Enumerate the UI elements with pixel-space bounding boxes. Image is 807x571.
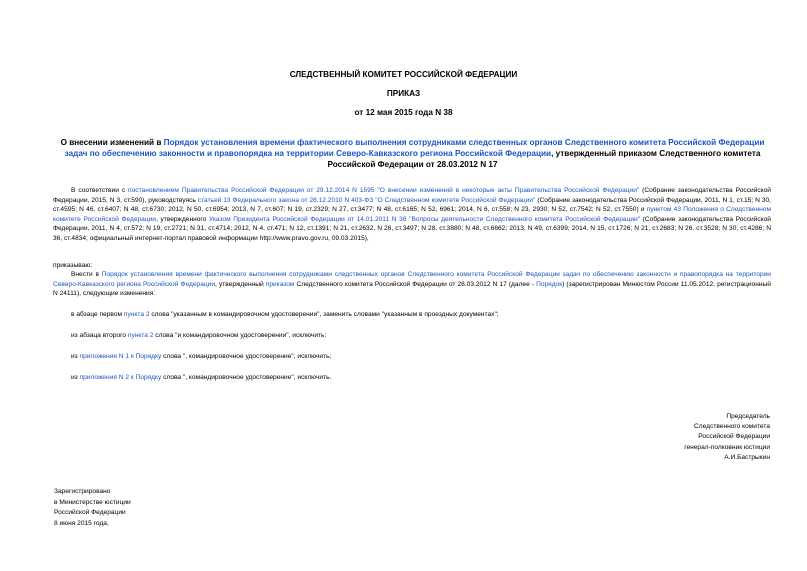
preamble-text-5: (Собрание законодательства Российской Федерации, 2011, N 4, ст.572; N 19, ст.2721; N 31, ст.4714; 2012, N 4, ст.471; N 12, ст.1391; N 21, ст.2632, N 26, ст.3497; N 28, ст.3880; N 48, ст.6662; 2013, N 49, ст.6399; 2014, N 15, ст.1726; N 21, ст.2683; N 26, ст.3528; N 30, ст.4286; N 36, ст.4834; официальный интернет-портал правовой информации http://www.pravo.gov.ru, 09.03.2015),	[53, 215, 771, 242]
preamble-paragraph	[53, 186, 771, 243]
signature-rank: генерал-полковник юстиции	[684, 443, 770, 451]
order-heading: ПРИКАЗ	[386, 89, 421, 98]
link-president-decree[interactable]: Указом Президента Российской Федерации от 14.01.2011 N 38 "Вопросы деятельности Следственного комитета Российской Федерации"	[208, 215, 641, 223]
signature-organization: Следственного комитета	[694, 423, 770, 431]
link-point-2[interactable]: пункта 2	[123, 311, 150, 318]
body-paragraph	[53, 270, 771, 299]
body-text-1: Внести в	[71, 271, 102, 278]
title-prefix: О внесении изменений в	[60, 138, 164, 147]
body-text-3: Следственного комитета Российской Федерации от 28.03.2012 N 17 (далее -	[294, 280, 537, 288]
signature-block	[684, 412, 770, 463]
link-order[interactable]: приказом	[265, 280, 295, 288]
list-item	[71, 373, 771, 383]
orders-word: приказываю:	[53, 262, 93, 269]
link-government-resolution[interactable]: постановлением Правительства Российской Федерации от 29.12.2014 N 1595 "О внесении изменений в некоторые акты Правительства Российской Федерации"	[128, 187, 640, 194]
item-text: из	[71, 353, 80, 360]
body-text-2: , утвержденный	[215, 280, 266, 288]
registration-block	[54, 487, 131, 529]
registration-line: Зарегистрировано	[54, 488, 111, 495]
signature-title: Председатель	[726, 413, 770, 420]
link-point-2[interactable]: пункта 2	[127, 332, 154, 339]
link-federal-law-article-13[interactable]: статьей 13 Федерального закона от 28.12.2010 N 403-ФЗ "О Следственном комитете Российской Федерации"	[197, 196, 536, 204]
link-regulation-point-43[interactable]: пунктом 43 Положения о Следственном комитете Российской Федерации	[53, 206, 771, 223]
document-title	[52, 137, 773, 170]
item-text: из	[71, 374, 80, 381]
item-text: слова ", командировочное удостоверение", исключить;	[161, 353, 332, 360]
item-text: слова ", командировочное удостоверение", исключить.	[161, 374, 332, 381]
preamble-text-2: (Собрание законодательства Российской Федерации, 2015, N 3, ст.590), руководствуясь	[53, 187, 771, 204]
registration-line: в Министерстве юстиции	[54, 498, 131, 506]
registration-line: Российской Федерации	[54, 509, 126, 517]
preamble-text-1: В соответствии с	[71, 187, 129, 194]
committee-heading: СЛЕДСТВЕННЫЙ КОМИТЕТ РОССИЙСКОЙ ФЕДЕРАЦИИ	[289, 70, 518, 79]
registration-date: 8 июня 2015 года,	[54, 519, 109, 527]
list-item	[71, 331, 771, 341]
item-text: слова "указанным в командировочном удостоверении", заменить словами "указанным в проездных документах";	[149, 311, 499, 318]
link-procedure-short[interactable]: Порядок	[536, 280, 563, 288]
title-link-procedure[interactable]: Порядок установления времени фактического выполнения сотрудниками следственных органов Следственного комитета Российской Федерации задач по обеспечению законности и правопорядка на территории Северо-Кавказского региона Российской Федерации	[64, 138, 765, 159]
item-text: слова "и командировочном удостоверении", исключить;	[153, 332, 327, 339]
link-appendix-1[interactable]: приложения N 1 к Порядку	[79, 353, 162, 360]
item-text: из абзаца второго	[71, 332, 128, 339]
list-item	[71, 310, 771, 320]
preamble-text-3: (Собрание законодательства Российской Федерации, 2011, N 1, ст.15; N 30, ст.4595; N 46, ст.6407; N 48, ст.6730; 2012, N 50, ст.6954; 2013, N 7, ст.607; N 19, ст.2329; N 27, ст.3477; N 48, ст.6165; N 52, 6961; 2014, N 6, ст.558; N 23, 2930; N 52, ст.7542; N 52, ст.7550) и	[53, 196, 771, 214]
item-text: в абзаце первом	[71, 311, 124, 318]
link-procedure[interactable]: Порядок установления времени фактического выполнения сотрудниками следственных органов Следственного комитета Российской Федерации задач по обеспечению законности и правопорядка на территории Северо-Кавказского региона Российской Федерации	[53, 271, 771, 288]
body-text-4: ) (зарегистрирован Минюстом России 11.05.2012, регистрационный N 24111), следующие изменения:	[53, 280, 771, 298]
order-date: от 12 мая 2015 года N 38	[354, 108, 453, 117]
preamble-text-4: , утвержденного	[156, 215, 209, 223]
list-item	[71, 352, 771, 362]
signature-name: А.И.Бастрыкин	[724, 453, 770, 461]
signature-country: Российской Федерации	[698, 433, 770, 441]
title-suffix: , утвержденный приказом Следственного комитета Российской Федерации от 28.03.2012 N 17	[327, 149, 761, 170]
link-appendix-2[interactable]: приложения N 2 к Порядку	[79, 374, 162, 381]
